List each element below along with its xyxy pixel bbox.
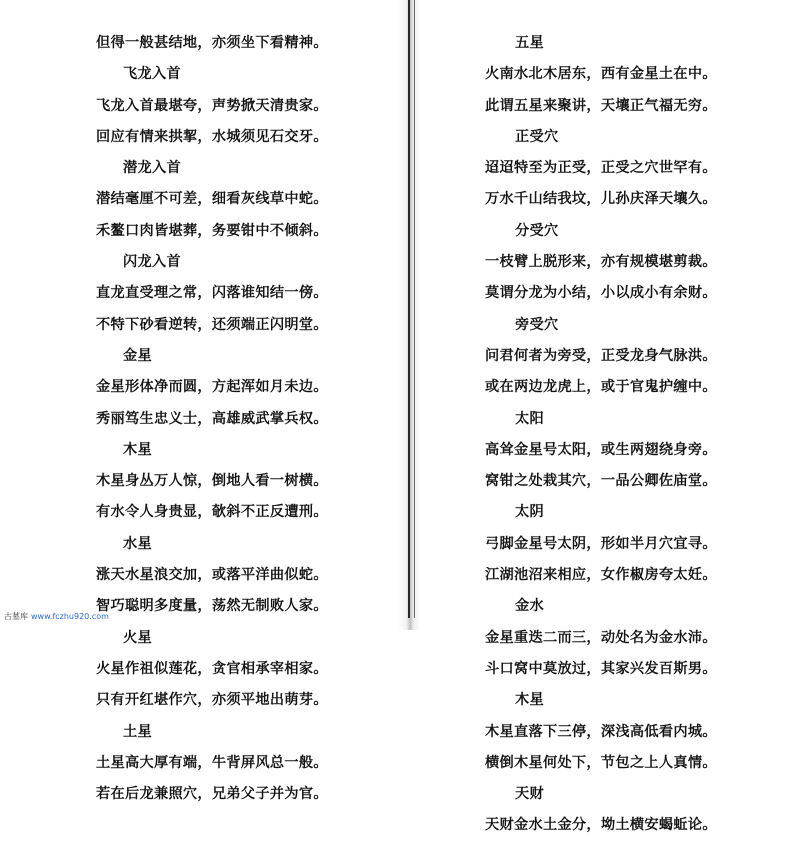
section-heading: 飞龙入首	[123, 66, 181, 83]
verse-line: 火星作祖似莲花，贪官相承宰相家。	[96, 660, 328, 677]
verse-line: 万水千山结我坟，儿孙庆泽天壤久。	[485, 191, 717, 208]
verse-line: 木星直落下三停，深浅高低看内城。	[485, 723, 717, 740]
verse-line: 一枝臂上脱形来，亦有规模堪剪裁。	[485, 254, 717, 271]
verse-line: 问君何者为旁受，正受龙身气脉洪。	[485, 347, 717, 364]
verse-line: 禾鳌口肉皆堪葬，务要钳中不倾斜。	[96, 222, 328, 239]
verse-line: 但得一般甚结地，亦须坐下看精神。	[96, 35, 328, 51]
verse-line: 莫谓分龙为小结，小以成小有余财。	[485, 285, 717, 302]
section-heading: 金水	[515, 598, 544, 615]
verse-line: 或在两边龙虎上，或于官鬼护缠中。	[485, 379, 717, 396]
section-heading: 五星	[515, 35, 544, 51]
footer-watermark	[4, 611, 109, 622]
verse-line: 不特下砂看逆转，还须端正闪明堂。	[96, 316, 328, 333]
verse-line: 此谓五星来聚讲，天壤正气福无穷。	[485, 97, 717, 114]
section-heading: 分受穴	[515, 222, 559, 239]
verse-line: 涨天水星浪交加，或落平洋曲似蛇。	[96, 567, 328, 584]
footer-site-name: 古墓库	[4, 612, 28, 621]
section-heading: 太阳	[515, 410, 544, 427]
left-page-text	[96, 28, 388, 810]
verse-line: 金星形体净而圆，方起浑如月未边。	[96, 379, 328, 396]
section-heading: 闪龙入首	[123, 254, 181, 271]
footer-url: www.fczhu920.com	[31, 612, 109, 621]
gutter-edge	[408, 0, 410, 618]
verse-line: 高耸金星号太阳，或生两翅绕身旁。	[485, 441, 717, 458]
verse-line: 土星高大厚有端，牛背屏风总一般。	[96, 754, 328, 771]
verse-line: 木星身丛万人惊，倒地人看一树横。	[96, 473, 328, 490]
section-heading: 金星	[123, 347, 152, 364]
section-heading: 旁受穴	[515, 316, 559, 333]
right-page-text	[485, 28, 785, 842]
gutter-edge-inner	[414, 0, 415, 618]
verse-line: 直龙直受理之常，闪落谁知结一傍。	[96, 285, 328, 302]
verse-line: 秀丽笃生忠义士，高雄威武掌兵权。	[96, 410, 328, 427]
verse-line: 金星重迭二而三，动处名为金水沛。	[485, 629, 717, 646]
verse-line: 迢迢特至为正受，正受之穴世罕有。	[485, 160, 717, 177]
verse-line: 有水令人身贵显，欹斜不正反遭刑。	[96, 504, 328, 521]
verse-line: 智巧聪明多度量，荡然无制败人家。	[96, 598, 328, 615]
section-heading: 木星	[515, 692, 544, 709]
verse-line: 回应有情来拱挈，水城须见石交牙。	[96, 128, 328, 145]
section-heading: 土星	[123, 723, 152, 740]
section-heading: 火星	[123, 629, 152, 646]
verse-line: 火南水北木居东，西有金星土在中。	[485, 66, 717, 83]
verse-line: 潜结毫厘不可差，细看灰线草中蛇。	[96, 191, 328, 208]
left-page	[0, 0, 405, 803]
verse-line: 弓脚金星号太阴，形如半月穴宜寻。	[485, 535, 717, 552]
section-heading: 木星	[123, 441, 152, 458]
verse-line: 江湖池沼来相应，女作椒房夸太妊。	[485, 567, 717, 584]
verse-line: 天财金水土金分，坳土横安蝎蚯论。	[485, 817, 717, 834]
verse-line: 窝钳之处栽其穴，一品公卿佐庙堂。	[485, 473, 717, 490]
verse-line: 横倒木星何处下，节包之上人真情。	[485, 754, 717, 771]
verse-line: 斗口窝中莫放过，其家兴发百斯男。	[485, 660, 717, 677]
section-heading: 潜龙入首	[123, 160, 181, 177]
section-heading: 太阴	[515, 504, 544, 521]
section-heading: 天财	[515, 786, 544, 803]
verse-line: 飞龙入首最堪夸，声势掀天清贵家。	[96, 97, 328, 114]
section-heading: 水星	[123, 535, 152, 552]
right-page	[405, 0, 793, 834]
section-heading: 正受穴	[515, 128, 559, 145]
verse-line: 只有开红堪作穴，亦须平地出萌芽。	[96, 692, 328, 709]
verse-line: 若在后龙兼照穴，兄弟父子并为官。	[96, 786, 328, 803]
